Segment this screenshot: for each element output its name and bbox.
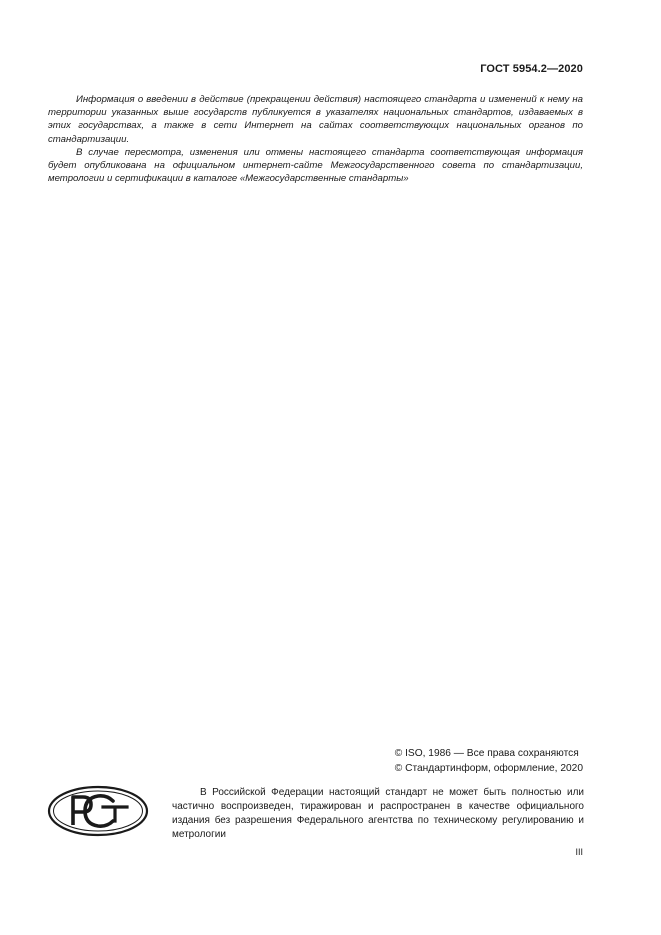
copyright-iso: © ISO, 1986 — Все права сохраняются [394, 748, 579, 759]
info-paragraph-1: Информация о введении в действие (прекращении действия) настоящего стандарта и изменений к нему на территории указанных выше государств публикуется в указателях национальных стандартов, издаваемых в этих государствах, а также в сети Интернет на сайтах соответствующих национальных органов по стандартизации. [48, 94, 583, 145]
pct-logo-icon [47, 785, 149, 837]
reproduction-notice [172, 786, 584, 842]
document-number: ГОСТ 5954.2—2020 [480, 63, 583, 75]
copyright-block [395, 746, 583, 776]
notice-text: В Российской Федерации настоящий стандарт не может быть полностью или частично воспроизведен, тиражирован и распространен в качестве официального издания без разрешения Федерального агентства по техническому регулированию и метрологии [172, 787, 584, 840]
page-number: III [575, 847, 583, 857]
info-block [48, 93, 583, 185]
info-paragraph-2: В случае пересмотра, изменения или отмены настоящего стандарта соответствующая информация будет опубликована на официальном интернет-сайте Межгосударственного совета по стандартизации, метрологии и сертификации в каталоге «Межгосударственные стандарты» [48, 146, 583, 185]
copyright-standartinform: © Стандартинформ, оформление, 2020 [394, 763, 583, 774]
